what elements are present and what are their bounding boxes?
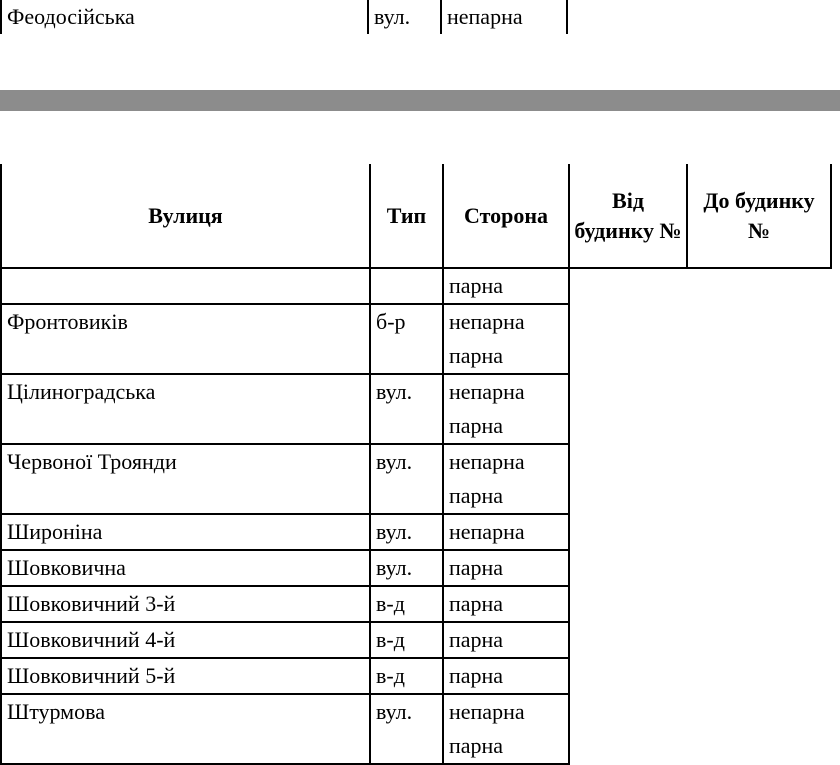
side-value: непарна [449, 519, 525, 544]
side-value: непарна [449, 449, 525, 474]
table-row [1, 268, 831, 304]
fragment-type: вул. [374, 4, 411, 29]
side-cell [443, 374, 569, 444]
empty-cell [569, 586, 831, 622]
table-row [1, 694, 831, 764]
table-row [1, 586, 831, 622]
empty-cell [569, 550, 831, 586]
side-value: парна [449, 733, 504, 758]
page-separator [0, 90, 840, 111]
header-from-house: Від будинку № [569, 164, 687, 268]
side-cell [443, 622, 569, 658]
type-cell [370, 268, 443, 304]
side-cell [443, 694, 569, 764]
empty-cell [569, 622, 831, 658]
table-row [1, 622, 831, 658]
streets-table [0, 164, 832, 765]
table-row [1, 304, 831, 374]
side-value: непарна [449, 309, 525, 334]
empty-cell [569, 514, 831, 550]
side-cell [443, 268, 569, 304]
side-value: непарна [449, 699, 525, 724]
side-cell [443, 586, 569, 622]
type-cell: вул. [370, 550, 443, 586]
header-street: Вулиця [1, 164, 370, 268]
side-value: парна [449, 343, 504, 368]
side-cell [443, 444, 569, 514]
fragment-side-cell [442, 0, 568, 34]
empty-cell [569, 444, 831, 514]
side-cell [443, 550, 569, 586]
street-cell: Штурмова [1, 694, 370, 764]
street-cell: Червоної Троянди [1, 444, 370, 514]
side-value: парна [449, 273, 504, 298]
type-cell: вул. [370, 444, 443, 514]
empty-cell [569, 268, 831, 304]
type-cell: в-д [370, 658, 443, 694]
empty-cell [569, 658, 831, 694]
table-row [1, 658, 831, 694]
side-cell [443, 658, 569, 694]
fragment-side: непарна [447, 4, 523, 29]
side-value: парна [449, 555, 504, 580]
type-cell: в-д [370, 622, 443, 658]
side-value: непарна [449, 379, 525, 404]
street-cell: Шовковичний 5-й [1, 658, 370, 694]
empty-cell [569, 304, 831, 374]
table-row [1, 374, 831, 444]
side-value: парна [449, 627, 504, 652]
table-row [1, 444, 831, 514]
fragment-street-cell [0, 0, 369, 34]
street-cell: Цілиноградська [1, 374, 370, 444]
street-cell: Фронтовиків [1, 304, 370, 374]
header-side: Сторона [443, 164, 569, 268]
type-cell: вул. [370, 374, 443, 444]
type-cell: вул. [370, 514, 443, 550]
side-value: парна [449, 591, 504, 616]
street-cell [1, 268, 370, 304]
street-cell: Шовковичний 4-й [1, 622, 370, 658]
type-cell: б-р [370, 304, 443, 374]
table-row [1, 514, 831, 550]
type-cell: в-д [370, 586, 443, 622]
street-cell: Широніна [1, 514, 370, 550]
header-type: Тип [370, 164, 443, 268]
header-to-house: До будинку № [687, 164, 831, 268]
side-value: парна [449, 413, 504, 438]
side-cell [443, 304, 569, 374]
side-cell [443, 514, 569, 550]
empty-cell [569, 694, 831, 764]
street-cell: Шовковичний 3-й [1, 586, 370, 622]
table-row [1, 550, 831, 586]
fragment-type-cell [369, 0, 442, 34]
table-header-row [1, 164, 831, 268]
type-cell: вул. [370, 694, 443, 764]
side-value: парна [449, 483, 504, 508]
side-value: парна [449, 663, 504, 688]
empty-cell [569, 374, 831, 444]
fragment-street: Феодосійська [7, 4, 135, 29]
street-cell: Шовковична [1, 550, 370, 586]
